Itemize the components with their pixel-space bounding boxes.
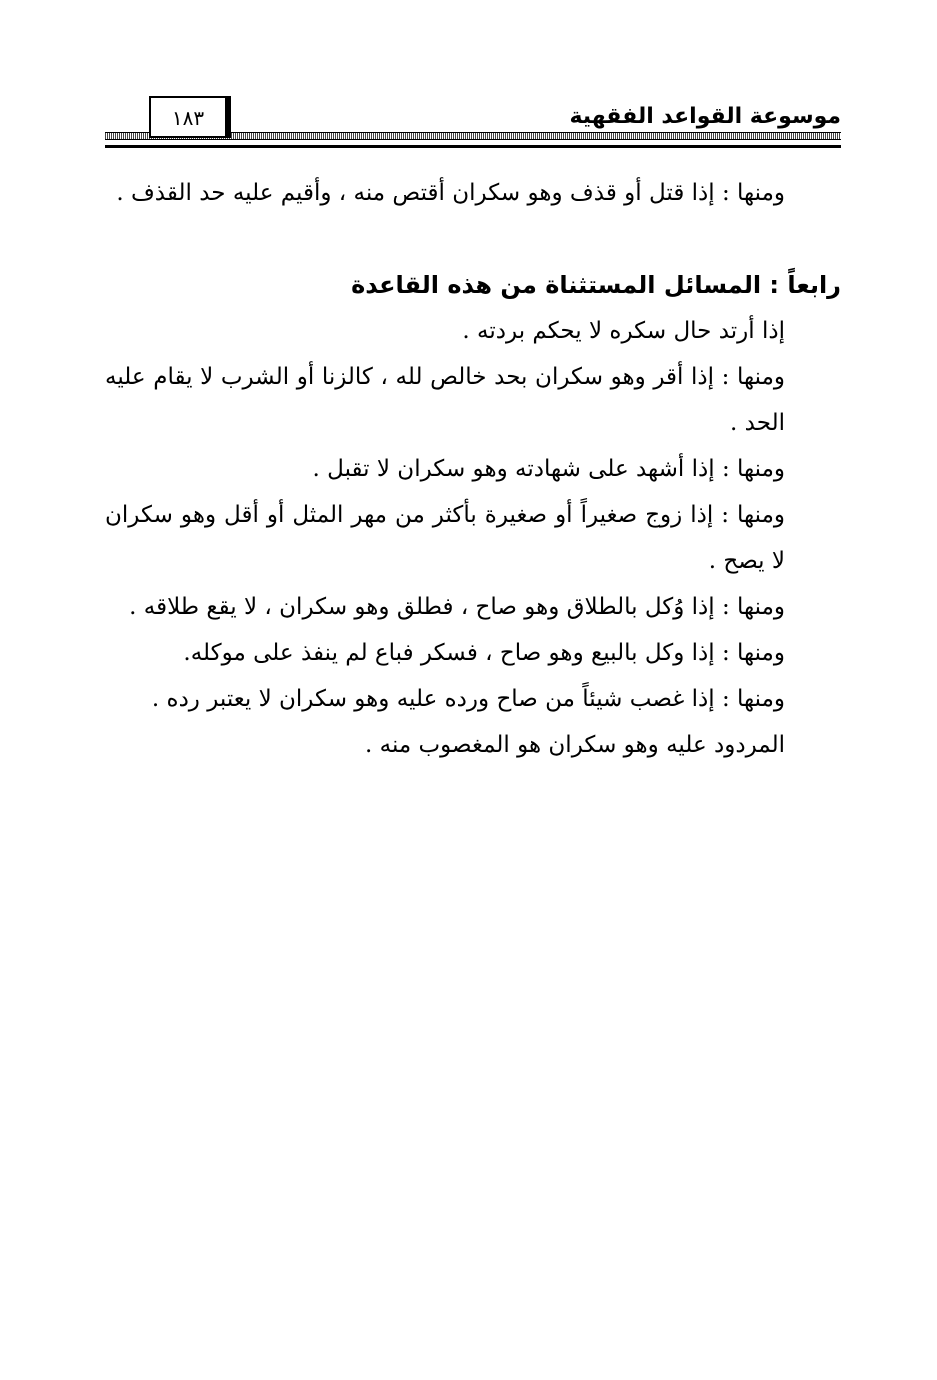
spacer <box>105 216 841 262</box>
paragraph-1: ومنها : إذا قتل أو قذف وهو سكران أقتص منه ، وأقيم عليه حد القذف . <box>116 180 785 206</box>
paragraph-3: ومنها : إذا أقر وهو سكران بحد خالص لله ، كالزنا أو الشرب لا يقام عليه الحد . <box>105 364 785 436</box>
paragraph-2: إذا أرتد حال سكره لا يحكم بردته . <box>462 318 785 344</box>
paragraph-5: ومنها : إذا زوج صغيراً أو صغيرة بأكثر من مهر المثل أو أقل وهو سكران لا يصح . <box>105 502 785 574</box>
header-rule <box>105 145 841 148</box>
header-title: موسوعة القواعد الفقهية <box>569 104 841 129</box>
running-header <box>105 96 841 156</box>
paragraph-7: ومنها : إذا وكل بالبيع وهو صاح ، فسكر فباع لم ينفذ على موكله. <box>183 640 785 666</box>
page-number: ١٨٣ <box>171 106 205 130</box>
main-text <box>105 170 841 768</box>
page-number-box <box>149 96 231 138</box>
paragraph-9: المردود عليه وهو سكران هو المغصوب منه . <box>364 732 785 758</box>
section-heading: رابعاً : المسائل المستثناة من هذه القاعدة <box>351 271 841 299</box>
paragraph-8: ومنها : إذا غصب شيئاً من صاح ورده عليه وهو سكران لا يعتبر رده . <box>151 686 785 712</box>
paragraph-6: ومنها : إذا وُكل بالطلاق وهو صاح ، فطلق وهو سكران ، لا يقع طلاقه . <box>129 594 785 620</box>
paragraph-4: ومنها : إذا أشهد على شهادته وهو سكران لا تقبل . <box>312 456 785 482</box>
